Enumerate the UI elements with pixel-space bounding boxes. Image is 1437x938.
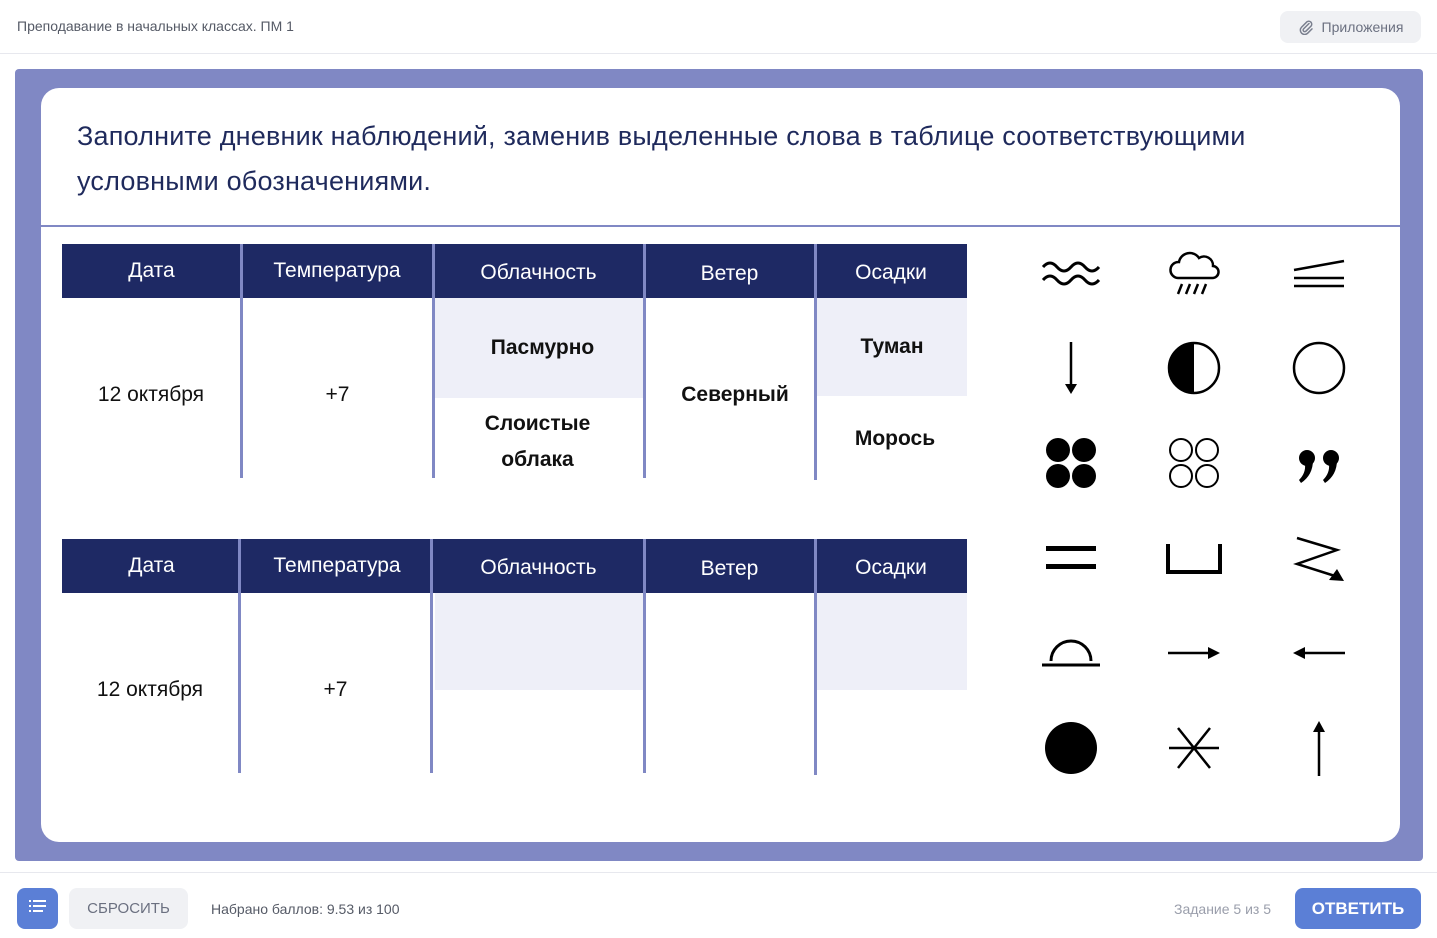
- course-title: Преподавание в начальных классах. ПМ 1: [17, 18, 294, 34]
- asterisk-symbol[interactable]: [1144, 708, 1244, 788]
- header-date: Дата: [128, 554, 175, 577]
- zigzag-arrow-symbol[interactable]: [1269, 518, 1369, 598]
- precip-bottom-dropzone[interactable]: [817, 690, 967, 773]
- cell-date: 12 октября: [96, 678, 204, 701]
- cloudiness-bottom-dropzone[interactable]: [435, 690, 644, 773]
- cell-temperature: +7: [325, 383, 350, 406]
- cell-temperature: +7: [323, 678, 348, 701]
- cloudiness-top-dropzone[interactable]: [435, 593, 644, 690]
- header-wind: Ветер: [700, 557, 759, 580]
- column-divider: [430, 539, 433, 773]
- half-dome-symbol[interactable]: [1021, 613, 1121, 693]
- instruction-divider: [41, 225, 1400, 227]
- double-bar-symbol[interactable]: [1021, 518, 1121, 598]
- observation-table-answer: [62, 539, 967, 779]
- header-precipitation: Осадки: [855, 556, 927, 579]
- precip-top-dropzone[interactable]: [817, 593, 967, 690]
- attachments-label: Приложения: [1321, 19, 1404, 35]
- header-precipitation: Осадки: [855, 261, 927, 284]
- rain-cloud-symbol[interactable]: [1144, 234, 1244, 314]
- arrow-right-symbol[interactable]: [1144, 613, 1244, 693]
- task-counter: Задание 5 из 5: [1174, 901, 1272, 917]
- cell-precip-top: Туман: [860, 335, 924, 358]
- task-card: [41, 88, 1400, 842]
- cell-wind: Северный: [681, 383, 789, 406]
- half-filled-circle-symbol[interactable]: [1144, 328, 1244, 408]
- header-cloudiness: Облачность: [480, 556, 597, 579]
- comma-pair-symbol[interactable]: [1269, 423, 1369, 503]
- filled-circle-symbol[interactable]: [1021, 708, 1121, 788]
- cell-precip-bottom: Морось: [854, 427, 936, 450]
- arrow-up-symbol[interactable]: [1269, 708, 1369, 788]
- layered-lines-symbol[interactable]: [1269, 234, 1369, 314]
- list-icon: [29, 899, 47, 918]
- answer-button[interactable]: ОТВЕТИТЬ: [1295, 888, 1421, 929]
- header-temperature: Температура: [273, 554, 401, 577]
- observation-table-example: [62, 244, 967, 484]
- cell-date: 12 октября: [97, 383, 205, 406]
- score-text: Набрано баллов: 9.53 из 100: [211, 901, 400, 917]
- attachments-button[interactable]: [1280, 11, 1421, 43]
- arrow-left-symbol[interactable]: [1269, 613, 1369, 693]
- top-bar: [0, 0, 1437, 54]
- table-header-row: [62, 539, 967, 593]
- column-divider: [814, 539, 817, 775]
- column-divider: [643, 539, 646, 773]
- four-filled-dots-symbol[interactable]: [1021, 423, 1121, 503]
- empty-circle-symbol[interactable]: [1269, 328, 1369, 408]
- cell-cloudiness-top: Пасмурно: [490, 336, 595, 359]
- four-empty-dots-symbol[interactable]: [1144, 423, 1244, 503]
- bottom-bar: [0, 872, 1437, 938]
- paperclip-icon: [1298, 19, 1314, 35]
- task-instruction: Заполните дневник наблюдений, заменив выделенные слова в таблице соответствующими условными обозначениями.: [77, 121, 1246, 196]
- bracket-symbol[interactable]: [1144, 518, 1244, 598]
- header-date: Дата: [128, 259, 175, 282]
- table-header-row: [62, 244, 967, 298]
- header-cloudiness: Облачность: [480, 261, 597, 284]
- header-wind: Ветер: [700, 262, 759, 285]
- symbol-palette: [1011, 228, 1371, 828]
- wind-dropzone[interactable]: [646, 593, 814, 773]
- reset-button[interactable]: СБРОСИТЬ: [69, 888, 188, 929]
- header-temperature: Температура: [273, 259, 401, 282]
- wave-lines-symbol[interactable]: [1021, 234, 1121, 314]
- arrow-down-symbol[interactable]: [1021, 328, 1121, 408]
- task-list-button[interactable]: [17, 888, 58, 929]
- cell-cloudiness-bottom: Слоистые облака: [484, 412, 591, 471]
